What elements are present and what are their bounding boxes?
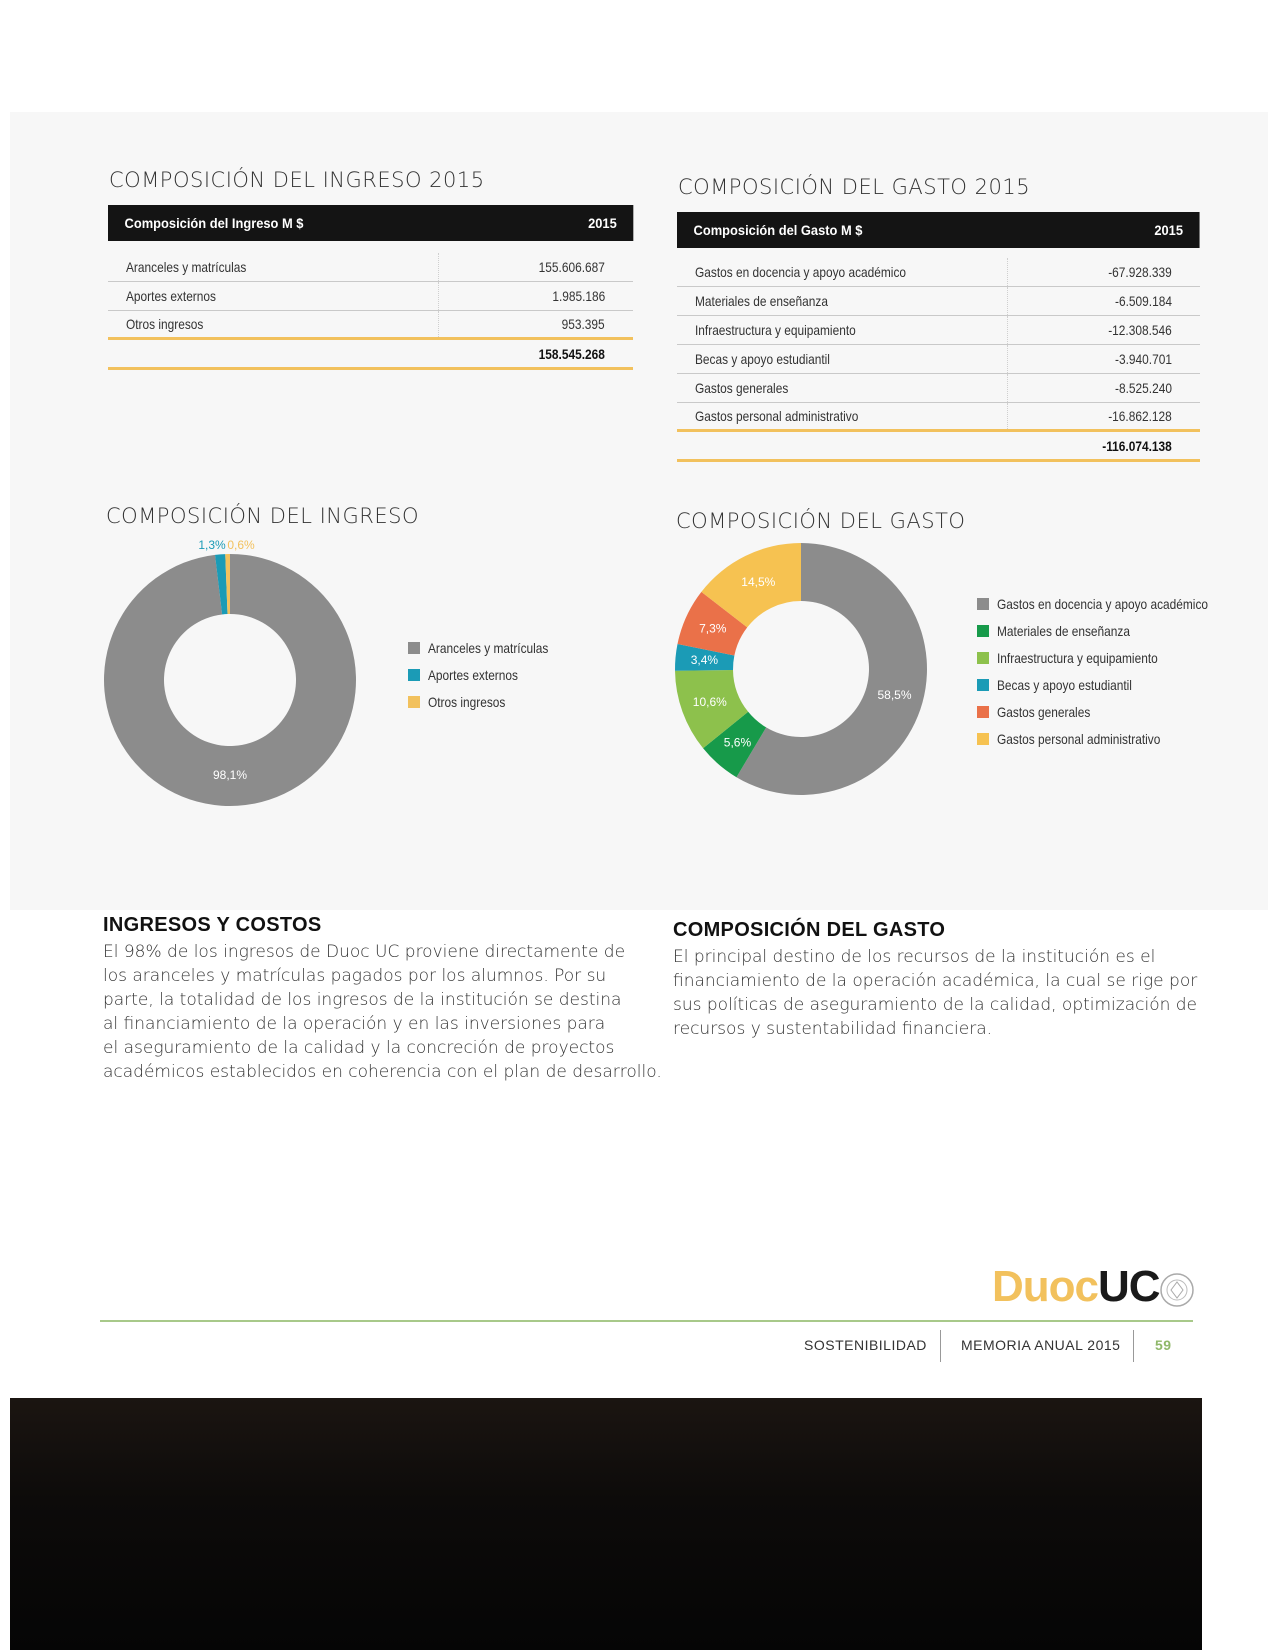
legend-label: Aportes externos bbox=[428, 666, 518, 683]
expense-table-total: -116.074.138 bbox=[1102, 437, 1172, 454]
scan-background bbox=[10, 1398, 1202, 1650]
expense-chart-heading: COMPOSICIÓN DEL GASTO bbox=[676, 509, 966, 533]
legend-swatch bbox=[977, 625, 989, 637]
body-line: el aseguramiento de la calidad y la concreción de proyectos bbox=[103, 1038, 615, 1058]
income-table-total-row bbox=[108, 340, 633, 370]
slice-label: 3,4% bbox=[690, 653, 719, 668]
slice-label: 5,6% bbox=[723, 735, 752, 750]
income-section-title: INGRESOS Y COSTOS bbox=[103, 914, 322, 936]
slice-label: 1,3% bbox=[198, 538, 226, 552]
body-line: al financiamiento de la operación y en las inversiones para bbox=[103, 1014, 606, 1034]
legend-label: Aranceles y matrículas bbox=[428, 639, 549, 656]
logo-uc: UC bbox=[1098, 1262, 1160, 1311]
body-line: los aranceles y matrículas pagados por los alumnos. Por su bbox=[103, 966, 607, 986]
expense-section-title: COMPOSICIÓN DEL GASTO bbox=[673, 919, 946, 941]
body-line: El principal destino de los recursos de la institución es el bbox=[673, 947, 1156, 967]
expense-table-col-year: 2015 bbox=[1154, 222, 1183, 238]
income-table-total: 158.545.268 bbox=[538, 345, 605, 362]
row-label: Becas y apoyo estudiantil bbox=[695, 351, 830, 367]
income-chart-legend bbox=[408, 634, 570, 715]
slice-label: 98,1% bbox=[212, 768, 248, 782]
footer-section: SOSTENIBILIDAD bbox=[804, 1337, 927, 1353]
row-value: -8.525.240 bbox=[1115, 380, 1172, 396]
table-row bbox=[677, 258, 1200, 287]
legend-item bbox=[408, 688, 570, 715]
legend-swatch bbox=[977, 598, 989, 610]
expense-table-body bbox=[677, 258, 1200, 432]
row-value: -67.928.339 bbox=[1108, 264, 1172, 280]
row-label: Gastos personal administrativo bbox=[695, 408, 859, 424]
legend-item bbox=[977, 617, 1245, 644]
income-table-header bbox=[108, 205, 633, 241]
table-row bbox=[108, 282, 633, 311]
body-line: sus políticas de aseguramiento de la calidad, optimización de bbox=[673, 995, 1198, 1015]
table-row bbox=[677, 287, 1200, 316]
legend-label: Becas y apoyo estudiantil bbox=[997, 676, 1132, 693]
row-value: 1.985.186 bbox=[552, 288, 605, 304]
row-label: Otros ingresos bbox=[126, 316, 204, 332]
legend-swatch bbox=[977, 679, 989, 691]
legend-swatch bbox=[408, 696, 420, 708]
legend-item bbox=[977, 698, 1245, 725]
page-number: 59 bbox=[1155, 1337, 1172, 1353]
table-row bbox=[677, 403, 1200, 432]
legend-swatch bbox=[408, 642, 420, 654]
table-row bbox=[677, 345, 1200, 374]
income-table bbox=[108, 205, 633, 370]
legend-label: Gastos generales bbox=[997, 703, 1091, 720]
seal-icon bbox=[1158, 1268, 1196, 1312]
row-value: -16.862.128 bbox=[1108, 408, 1172, 424]
income-table-heading: COMPOSICIÓN DEL INGRESO 2015 bbox=[109, 168, 485, 192]
expense-table bbox=[677, 212, 1200, 462]
row-value: 155.606.687 bbox=[538, 259, 605, 275]
duoc-uc-logo bbox=[992, 1262, 1160, 1312]
legend-label: Gastos en docencia y apoyo académico bbox=[997, 595, 1209, 612]
income-table-body bbox=[108, 253, 633, 340]
legend-item bbox=[408, 634, 570, 661]
income-chart-heading: COMPOSICIÓN DEL INGRESO bbox=[106, 504, 420, 528]
legend-label: Infraestructura y equipamiento bbox=[997, 649, 1158, 666]
legend-item bbox=[977, 644, 1245, 671]
expense-donut-chart bbox=[670, 538, 935, 803]
row-label: Gastos generales bbox=[695, 380, 789, 396]
footer-report: MEMORIA ANUAL 2015 bbox=[961, 1337, 1121, 1353]
footer-rule bbox=[100, 1320, 1193, 1322]
legend-item bbox=[977, 590, 1245, 617]
legend-swatch bbox=[977, 652, 989, 664]
row-label: Materiales de enseñanza bbox=[695, 293, 828, 309]
row-label: Infraestructura y equipamiento bbox=[695, 322, 856, 338]
slice-label: 14,5% bbox=[741, 574, 776, 589]
legend-item bbox=[408, 661, 570, 688]
row-label: Aranceles y matrículas bbox=[126, 259, 247, 275]
legend-label: Materiales de enseñanza bbox=[997, 622, 1130, 639]
expense-table-total-row bbox=[677, 432, 1200, 462]
legend-label: Otros ingresos bbox=[428, 693, 506, 710]
body-line: parte, la totalidad de los ingresos de la institución se destina bbox=[103, 990, 622, 1010]
slice-label: 10,6% bbox=[692, 695, 727, 710]
row-label: Gastos en docencia y apoyo académico bbox=[695, 264, 907, 280]
legend-swatch bbox=[408, 669, 420, 681]
row-value: 953.395 bbox=[561, 316, 605, 332]
slice-label: 58,5% bbox=[877, 687, 912, 702]
expense-table-header bbox=[677, 212, 1200, 248]
expense-table-heading: COMPOSICIÓN DEL GASTO 2015 bbox=[678, 175, 1031, 199]
legend-swatch bbox=[977, 733, 989, 745]
slice-label: 7,3% bbox=[699, 621, 727, 636]
income-table-col-label: Composición del Ingreso M $ bbox=[124, 215, 304, 231]
footer-separator bbox=[1133, 1330, 1134, 1362]
legend-item bbox=[977, 725, 1245, 752]
row-value: -12.308.546 bbox=[1108, 322, 1172, 338]
expense-chart-legend bbox=[977, 590, 1245, 752]
legend-swatch bbox=[977, 706, 989, 718]
table-row bbox=[108, 253, 633, 282]
footer-separator bbox=[940, 1330, 941, 1362]
body-line: financiamiento de la operación académica, la cual se rige por bbox=[673, 971, 1198, 991]
body-line: recursos y sustentabilidad financiera. bbox=[673, 1019, 993, 1039]
expense-section-body bbox=[673, 945, 1197, 1041]
row-label: Aportes externos bbox=[126, 288, 216, 304]
legend-label: Gastos personal administrativo bbox=[997, 730, 1161, 747]
table-row bbox=[108, 311, 633, 340]
expense-table-col-label: Composición del Gasto M $ bbox=[693, 222, 863, 238]
income-table-col-year: 2015 bbox=[588, 215, 617, 231]
table-row bbox=[677, 374, 1200, 403]
income-section-body bbox=[103, 940, 662, 1084]
slice-label: 0,6% bbox=[227, 538, 255, 552]
body-line: El 98% de los ingresos de Duoc UC proviene directamente de bbox=[103, 942, 626, 962]
logo-duoc: Duoc bbox=[992, 1262, 1098, 1311]
legend-item bbox=[977, 671, 1245, 698]
row-value: -3.940.701 bbox=[1115, 351, 1172, 367]
table-row bbox=[677, 316, 1200, 345]
income-donut-chart bbox=[100, 530, 370, 815]
body-line: académicos establecidos en coherencia con el plan de desarrollo. bbox=[103, 1062, 662, 1082]
row-value: -6.509.184 bbox=[1115, 293, 1172, 309]
